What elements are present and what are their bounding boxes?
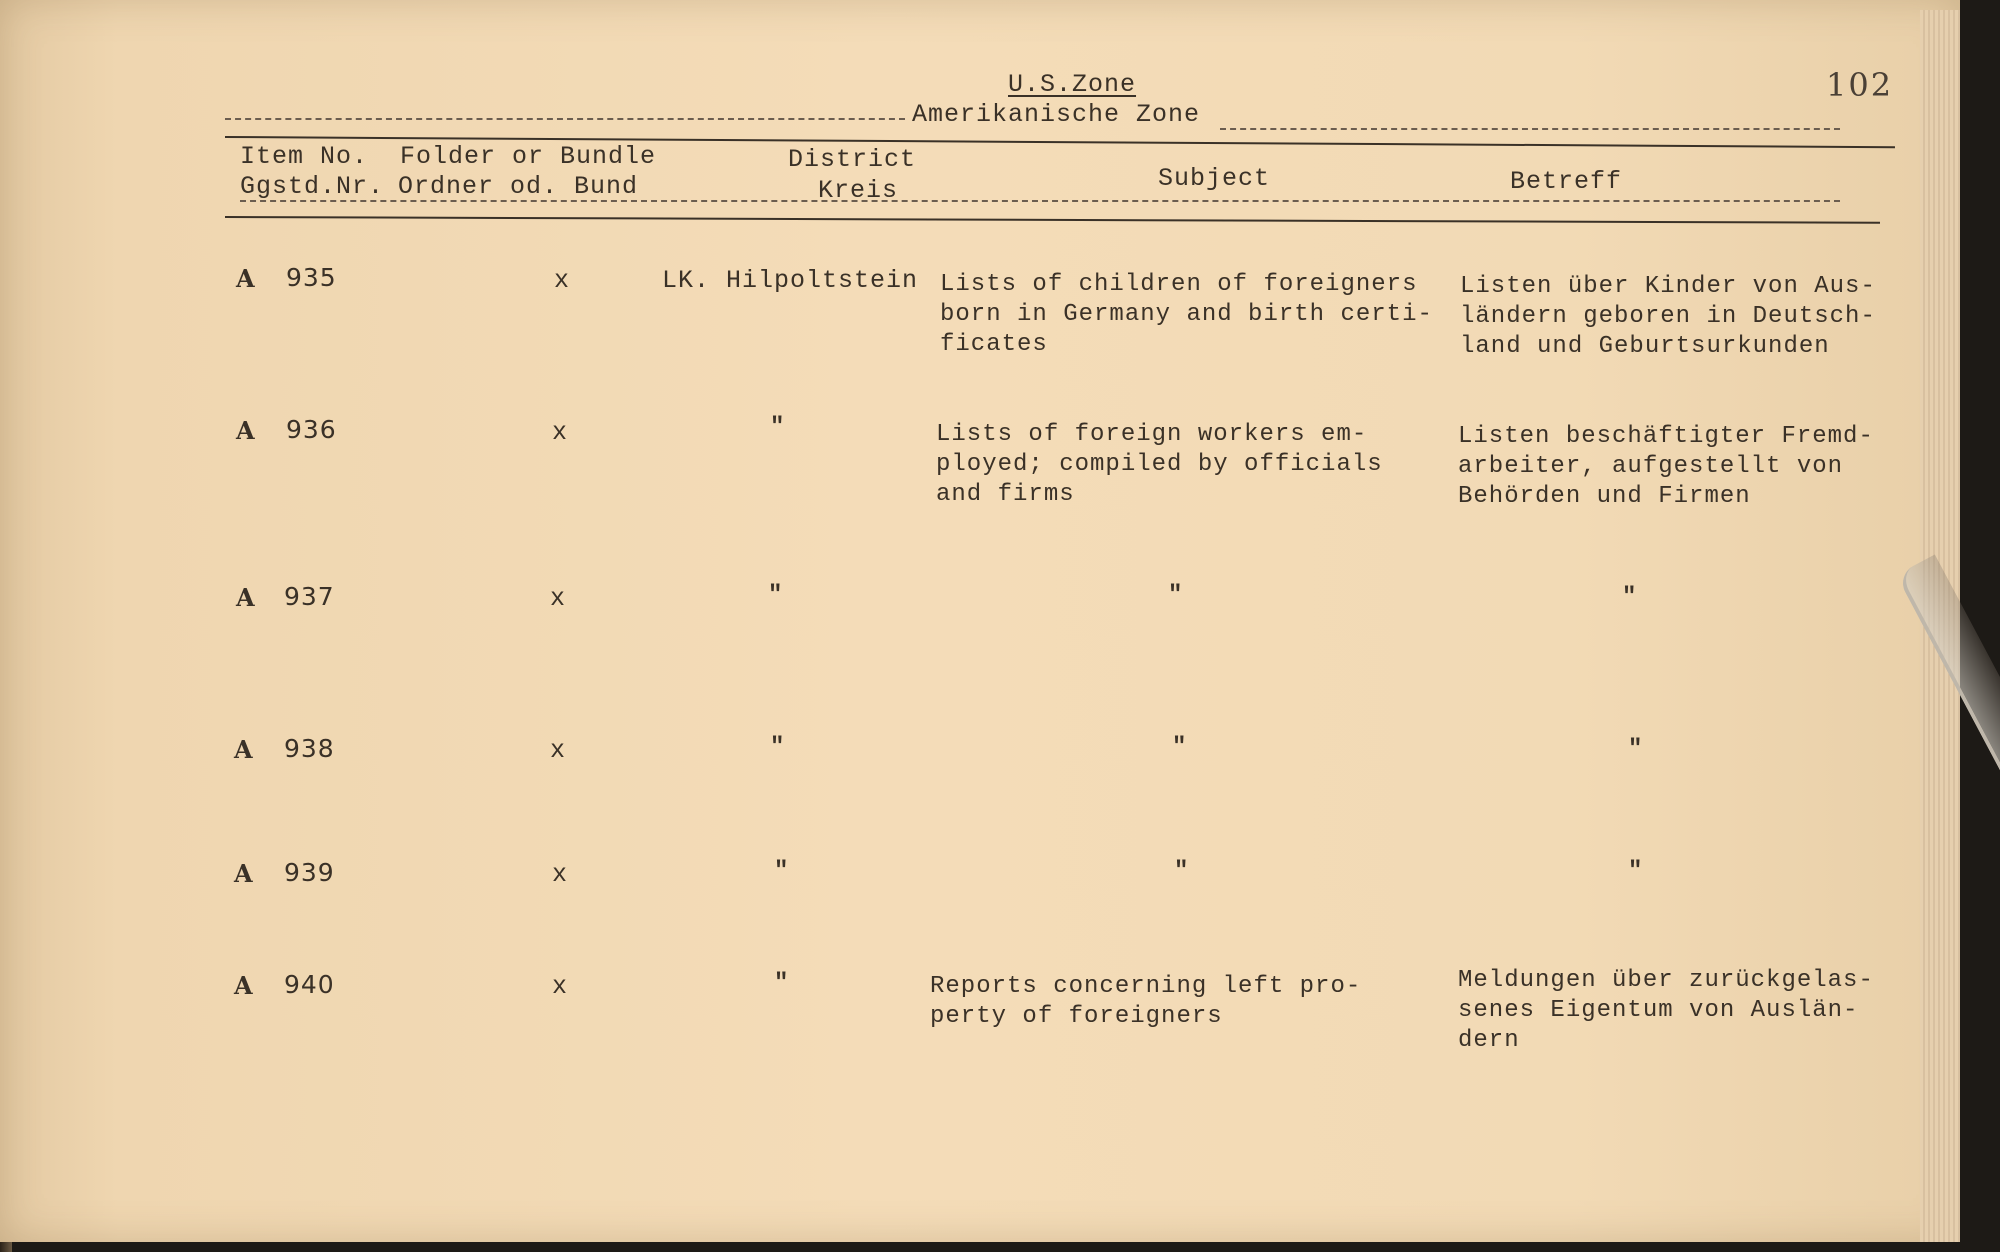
zone-title-en: U.S.Zone (1008, 70, 1137, 99)
row-item-number: 936 (286, 415, 337, 444)
row-subject-line: Reports concerning left pro- (930, 973, 1362, 1000)
row-item-number: 938 (284, 734, 335, 763)
header-dash-left (225, 118, 905, 120)
row-marker: A (236, 264, 255, 293)
row-betreff-line: Behörden und Firmen (1458, 483, 1751, 510)
row-betreff-line: ländern geboren in Deutsch- (1460, 303, 1876, 330)
row-marker: A (234, 735, 253, 764)
col-item-en: Item No. (240, 142, 369, 171)
page-number: 102 (1826, 66, 1894, 104)
row-district-ditto: " (770, 734, 785, 761)
row-item-number: 939 (284, 858, 335, 887)
header-dash-lower (240, 200, 1840, 202)
header-rule-bottom (225, 216, 1880, 224)
row-subject (936, 420, 1383, 510)
row-subject-ditto: " (1172, 734, 1187, 761)
row-marker: A (234, 971, 253, 1000)
row-betreff (1458, 422, 1874, 512)
row-subject-line: perty of foreigners (930, 1003, 1223, 1030)
row-subject (940, 270, 1433, 360)
row-betreff-line: dern (1458, 1027, 1520, 1054)
col-folder-de: Ordner od. Bund (398, 172, 639, 201)
row-district: LK. Hilpoltstein (662, 266, 919, 295)
row-folder: x (552, 418, 569, 447)
row-marker: A (234, 859, 253, 888)
col-district-de: Kreis (818, 176, 899, 205)
col-folder-en: Folder or Bundle (400, 142, 657, 171)
row-subject-line: born in Germany and birth certi- (940, 301, 1433, 328)
row-betreff-line: Listen beschäftigter Fremd- (1458, 423, 1874, 450)
row-folder: x (550, 584, 567, 613)
row-betreff-line: land und Geburtsurkunden (1460, 333, 1830, 360)
header-dash-right (1220, 128, 1840, 130)
row-betreff-ditto: " (1622, 584, 1637, 611)
zone-title-de: Amerikanische Zone (912, 100, 1201, 129)
row-folder: x (552, 860, 569, 889)
row-folder: x (552, 972, 569, 1001)
col-item-de: Ggstd.Nr. (240, 172, 385, 201)
row-item-number: 940 (284, 970, 335, 999)
row-betreff-ditto: " (1628, 736, 1643, 763)
row-district-ditto: " (768, 582, 783, 609)
col-betreff: Betreff (1510, 167, 1623, 196)
row-subject-ditto: " (1168, 582, 1183, 609)
col-district-en: District (788, 145, 917, 174)
row-subject-line: ployed; compiled by officials (936, 451, 1383, 478)
row-betreff-line: Meldungen über zurückgelas- (1458, 967, 1874, 994)
row-district-ditto: " (774, 970, 789, 997)
row-marker: A (236, 416, 255, 445)
row-district-ditto: " (770, 414, 785, 441)
row-betreff-line: Listen über Kinder von Aus- (1460, 273, 1876, 300)
row-subject (930, 972, 1361, 1032)
row-betreff-line: senes Eigentum von Auslän- (1458, 997, 1859, 1024)
row-subject-ditto: " (1174, 858, 1189, 885)
row-subject-line: Lists of foreign workers em- (936, 421, 1368, 448)
row-subject-line: and firms (936, 481, 1075, 508)
row-marker: A (236, 583, 255, 612)
row-betreff (1460, 272, 1876, 362)
row-betreff-ditto: " (1628, 858, 1643, 885)
col-subject: Subject (1158, 164, 1271, 193)
row-district-ditto: " (774, 858, 789, 885)
row-subject-line: Lists of children of foreigners (940, 271, 1418, 298)
row-folder: x (550, 736, 567, 765)
row-betreff-line: arbeiter, aufgestellt von (1458, 453, 1844, 480)
row-subject-line: ficates (940, 331, 1048, 358)
row-folder: x (554, 266, 571, 295)
row-betreff (1458, 966, 1874, 1056)
row-item-number: 937 (284, 582, 335, 611)
row-item-number: 935 (286, 263, 337, 292)
